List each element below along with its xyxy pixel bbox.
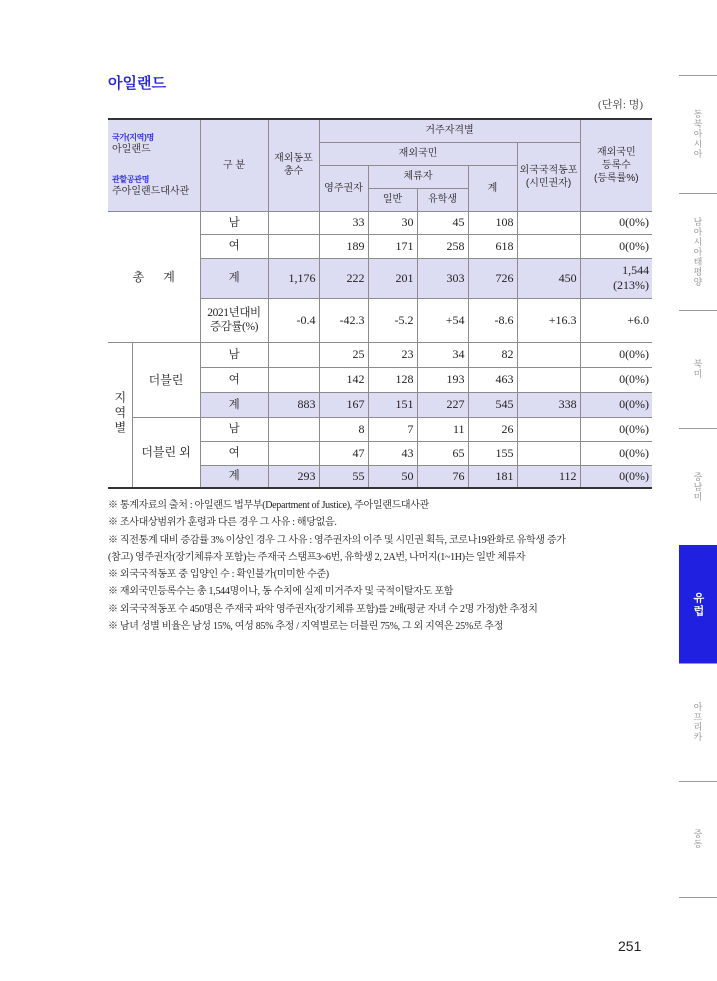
header-permanent-residents: 영주권자 bbox=[319, 165, 368, 211]
footnote: ※ 통계자료의 출처 : 아일랜드 법무부(Department of Justice), 주아일랜드대사관 bbox=[108, 500, 430, 511]
cell-foreign-nationals: 112 bbox=[517, 465, 580, 488]
cell-total-overseas: 883 bbox=[268, 392, 319, 417]
header-nationals: 재외국민 bbox=[319, 142, 517, 165]
cell-foreign-nationals bbox=[517, 367, 580, 392]
cell-subtotal: 181 bbox=[468, 465, 517, 488]
cell-students: +54 bbox=[417, 298, 468, 342]
header-category: 구 분 bbox=[200, 119, 268, 211]
cell-general: 151 bbox=[368, 392, 417, 417]
cell-total-overseas bbox=[268, 234, 319, 258]
unit-label: (단위: 명) bbox=[597, 99, 643, 111]
cell-foreign-nationals bbox=[517, 441, 580, 465]
region-tab-north-america bbox=[679, 310, 717, 428]
cell-students: 45 bbox=[417, 211, 468, 234]
footnote: ※ 남녀 성별 비율은 남성 15%, 여성 85% 추정 / 지역별로는 더블린 75%, 그 외 지역은 25%로 추정 bbox=[108, 621, 504, 633]
cell-students: 193 bbox=[417, 367, 468, 392]
cell-registered: 0(0%) bbox=[580, 211, 652, 234]
region-index-tabs bbox=[679, 75, 717, 898]
table-header bbox=[108, 119, 652, 211]
cell-permanent-residents: 55 bbox=[319, 465, 368, 488]
cell-total-overseas: 1,176 bbox=[268, 258, 319, 298]
region-tab-middle-east bbox=[679, 781, 717, 899]
cell-permanent-residents: 47 bbox=[319, 441, 368, 465]
statistics-table bbox=[108, 118, 652, 489]
region-tab-europe-active bbox=[679, 545, 717, 663]
group-label-regional bbox=[108, 342, 132, 488]
cell-permanent-residents: -42.3 bbox=[319, 298, 368, 342]
cell-subtotal: -8.6 bbox=[468, 298, 517, 342]
cell-general: 201 bbox=[368, 258, 417, 298]
cell-general: 171 bbox=[368, 234, 417, 258]
header-foreign-nationals: 외국국적동포 (시민권자) bbox=[517, 142, 580, 211]
cell-students: 303 bbox=[417, 258, 468, 298]
cell-registered: 0(0%) bbox=[580, 417, 652, 441]
cell-general: 30 bbox=[368, 211, 417, 234]
cell-permanent-residents: 142 bbox=[319, 367, 368, 392]
cell-registered: 0(0%) bbox=[580, 234, 652, 258]
row-category: 남 bbox=[200, 417, 268, 441]
cell-foreign-nationals bbox=[517, 211, 580, 234]
table-row bbox=[108, 211, 652, 234]
region-tab-label: 중남미 bbox=[692, 472, 703, 503]
subgroup-label: 더블린 외 bbox=[132, 417, 200, 488]
country-name: 아일랜드 bbox=[112, 144, 151, 155]
page-number: 251 bbox=[618, 938, 642, 954]
country-info-header bbox=[108, 119, 200, 211]
cell-permanent-residents: 25 bbox=[319, 342, 368, 367]
row-category: 여 bbox=[200, 234, 268, 258]
region-tab-label: 유럽 bbox=[692, 591, 704, 618]
region-tab-label: 북미 bbox=[692, 359, 703, 380]
cell-students: 11 bbox=[417, 417, 468, 441]
cell-permanent-residents: 167 bbox=[319, 392, 368, 417]
group-label-total: 총 계 bbox=[108, 211, 200, 342]
page-title: 아일랜드 bbox=[108, 75, 166, 92]
cell-registered: +6.0 bbox=[580, 298, 652, 342]
header-sojourners: 체류자 bbox=[368, 165, 468, 188]
region-tab-northeast-asia bbox=[679, 75, 717, 193]
cell-general: 43 bbox=[368, 441, 417, 465]
cell-permanent-residents: 33 bbox=[319, 211, 368, 234]
cell-foreign-nationals: +16.3 bbox=[517, 298, 580, 342]
cell-permanent-residents: 189 bbox=[319, 234, 368, 258]
row-category: 남 bbox=[200, 342, 268, 367]
footnote: ※ 외국국적동포 수 450명은 주재국 파악 영주권자(장기체류 포함)를 2배(평균 자녀 수 2명 가정)한 추정치 bbox=[108, 603, 538, 615]
cell-total-overseas bbox=[268, 367, 319, 392]
table-row bbox=[108, 342, 652, 367]
cell-subtotal: 545 bbox=[468, 392, 517, 417]
header-subtotal: 계 bbox=[468, 165, 517, 211]
cell-total-overseas bbox=[268, 342, 319, 367]
region-tab-africa bbox=[679, 663, 717, 781]
cell-subtotal: 155 bbox=[468, 441, 517, 465]
region-tab-label: 동북아시아 bbox=[692, 109, 703, 160]
cell-registered: 0(0%) bbox=[580, 465, 652, 488]
row-category: 2021년대비 증감률(%) bbox=[200, 298, 268, 342]
cell-total-overseas bbox=[268, 417, 319, 441]
row-category: 계 bbox=[200, 465, 268, 488]
regional-label-text: 지역별 bbox=[112, 390, 127, 436]
footnote: ※ 외국국적동포 중 입양인 수 : 확인불가(미미한 수준) bbox=[108, 569, 329, 581]
cell-students: 258 bbox=[417, 234, 468, 258]
footnotes bbox=[108, 497, 668, 635]
cell-students: 34 bbox=[417, 342, 468, 367]
mission-name: 주아일랜드대사관 bbox=[112, 186, 190, 197]
cell-foreign-nationals bbox=[517, 342, 580, 367]
header-general: 일반 bbox=[368, 188, 417, 211]
cell-general: -5.2 bbox=[368, 298, 417, 342]
cell-students: 227 bbox=[417, 392, 468, 417]
cell-registered: 0(0%) bbox=[580, 392, 652, 417]
region-tab-latin-america bbox=[679, 428, 717, 546]
cell-general: 7 bbox=[368, 417, 417, 441]
cell-foreign-nationals bbox=[517, 417, 580, 441]
cell-registered: 0(0%) bbox=[580, 367, 652, 392]
region-tab-south-asia-pacific bbox=[679, 193, 717, 311]
cell-foreign-nationals: 450 bbox=[517, 258, 580, 298]
cell-subtotal: 463 bbox=[468, 367, 517, 392]
country-label: 국가(지역)명 bbox=[112, 133, 154, 142]
cell-registered: 0(0%) bbox=[580, 342, 652, 367]
cell-subtotal: 82 bbox=[468, 342, 517, 367]
footnote: (참고) 영주권자(장기체류자 포함)는 주재국 스탬프3~6번, 유학생 2, 2A번, 나머지(1~1H)는 일반 체류자 bbox=[108, 551, 526, 563]
cell-general: 50 bbox=[368, 465, 417, 488]
cell-students: 76 bbox=[417, 465, 468, 488]
row-category: 여 bbox=[200, 367, 268, 392]
header-students: 유학생 bbox=[417, 188, 468, 211]
mission-label: 관할공관명 bbox=[112, 175, 150, 184]
cell-foreign-nationals: 338 bbox=[517, 392, 580, 417]
footnote: ※ 조사대상범위가 훈령과 다른 경우 그 사유 : 해당없음. bbox=[108, 517, 337, 529]
cell-foreign-nationals bbox=[517, 234, 580, 258]
subgroup-label: 더블린 bbox=[132, 342, 200, 417]
cell-general: 23 bbox=[368, 342, 417, 367]
cell-subtotal: 726 bbox=[468, 258, 517, 298]
cell-total-overseas: -0.4 bbox=[268, 298, 319, 342]
cell-subtotal: 108 bbox=[468, 211, 517, 234]
cell-subtotal: 618 bbox=[468, 234, 517, 258]
header-total-overseas: 재외동포 총수 bbox=[268, 119, 319, 211]
cell-students: 65 bbox=[417, 441, 468, 465]
cell-subtotal: 26 bbox=[468, 417, 517, 441]
cell-total-overseas bbox=[268, 441, 319, 465]
header-registered: 재외국민 등록수 (등록률%) bbox=[580, 119, 652, 211]
region-tab-label: 아프리카 bbox=[692, 702, 703, 743]
cell-permanent-residents: 8 bbox=[319, 417, 368, 441]
table-body bbox=[108, 211, 652, 488]
row-category: 남 bbox=[200, 211, 268, 234]
row-category: 계 bbox=[200, 392, 268, 417]
footnote: ※ 재외국민등록수는 총 1,544명이나, 동 수치에 실제 미거주자 및 국적이탈자도 포함 bbox=[108, 586, 454, 598]
region-tab-label: 남아시아태평양 bbox=[692, 216, 703, 287]
header-by-status: 거주자격별 bbox=[319, 119, 580, 142]
table-row bbox=[108, 417, 652, 441]
cell-permanent-residents: 222 bbox=[319, 258, 368, 298]
cell-general: 128 bbox=[368, 367, 417, 392]
cell-total-overseas bbox=[268, 211, 319, 234]
row-category: 계 bbox=[200, 258, 268, 298]
row-category: 여 bbox=[200, 441, 268, 465]
footnote: ※ 직전통계 대비 증감률 3% 이상인 경우 그 사유 : 영주권자의 이주 및 시민권 획득, 코로나19완화로 유학생 증가 bbox=[108, 534, 566, 546]
cell-registered: 1,544 (213%) bbox=[580, 258, 652, 298]
cell-total-overseas: 293 bbox=[268, 465, 319, 488]
region-tab-label: 중동 bbox=[692, 829, 703, 850]
cell-registered: 0(0%) bbox=[580, 441, 652, 465]
